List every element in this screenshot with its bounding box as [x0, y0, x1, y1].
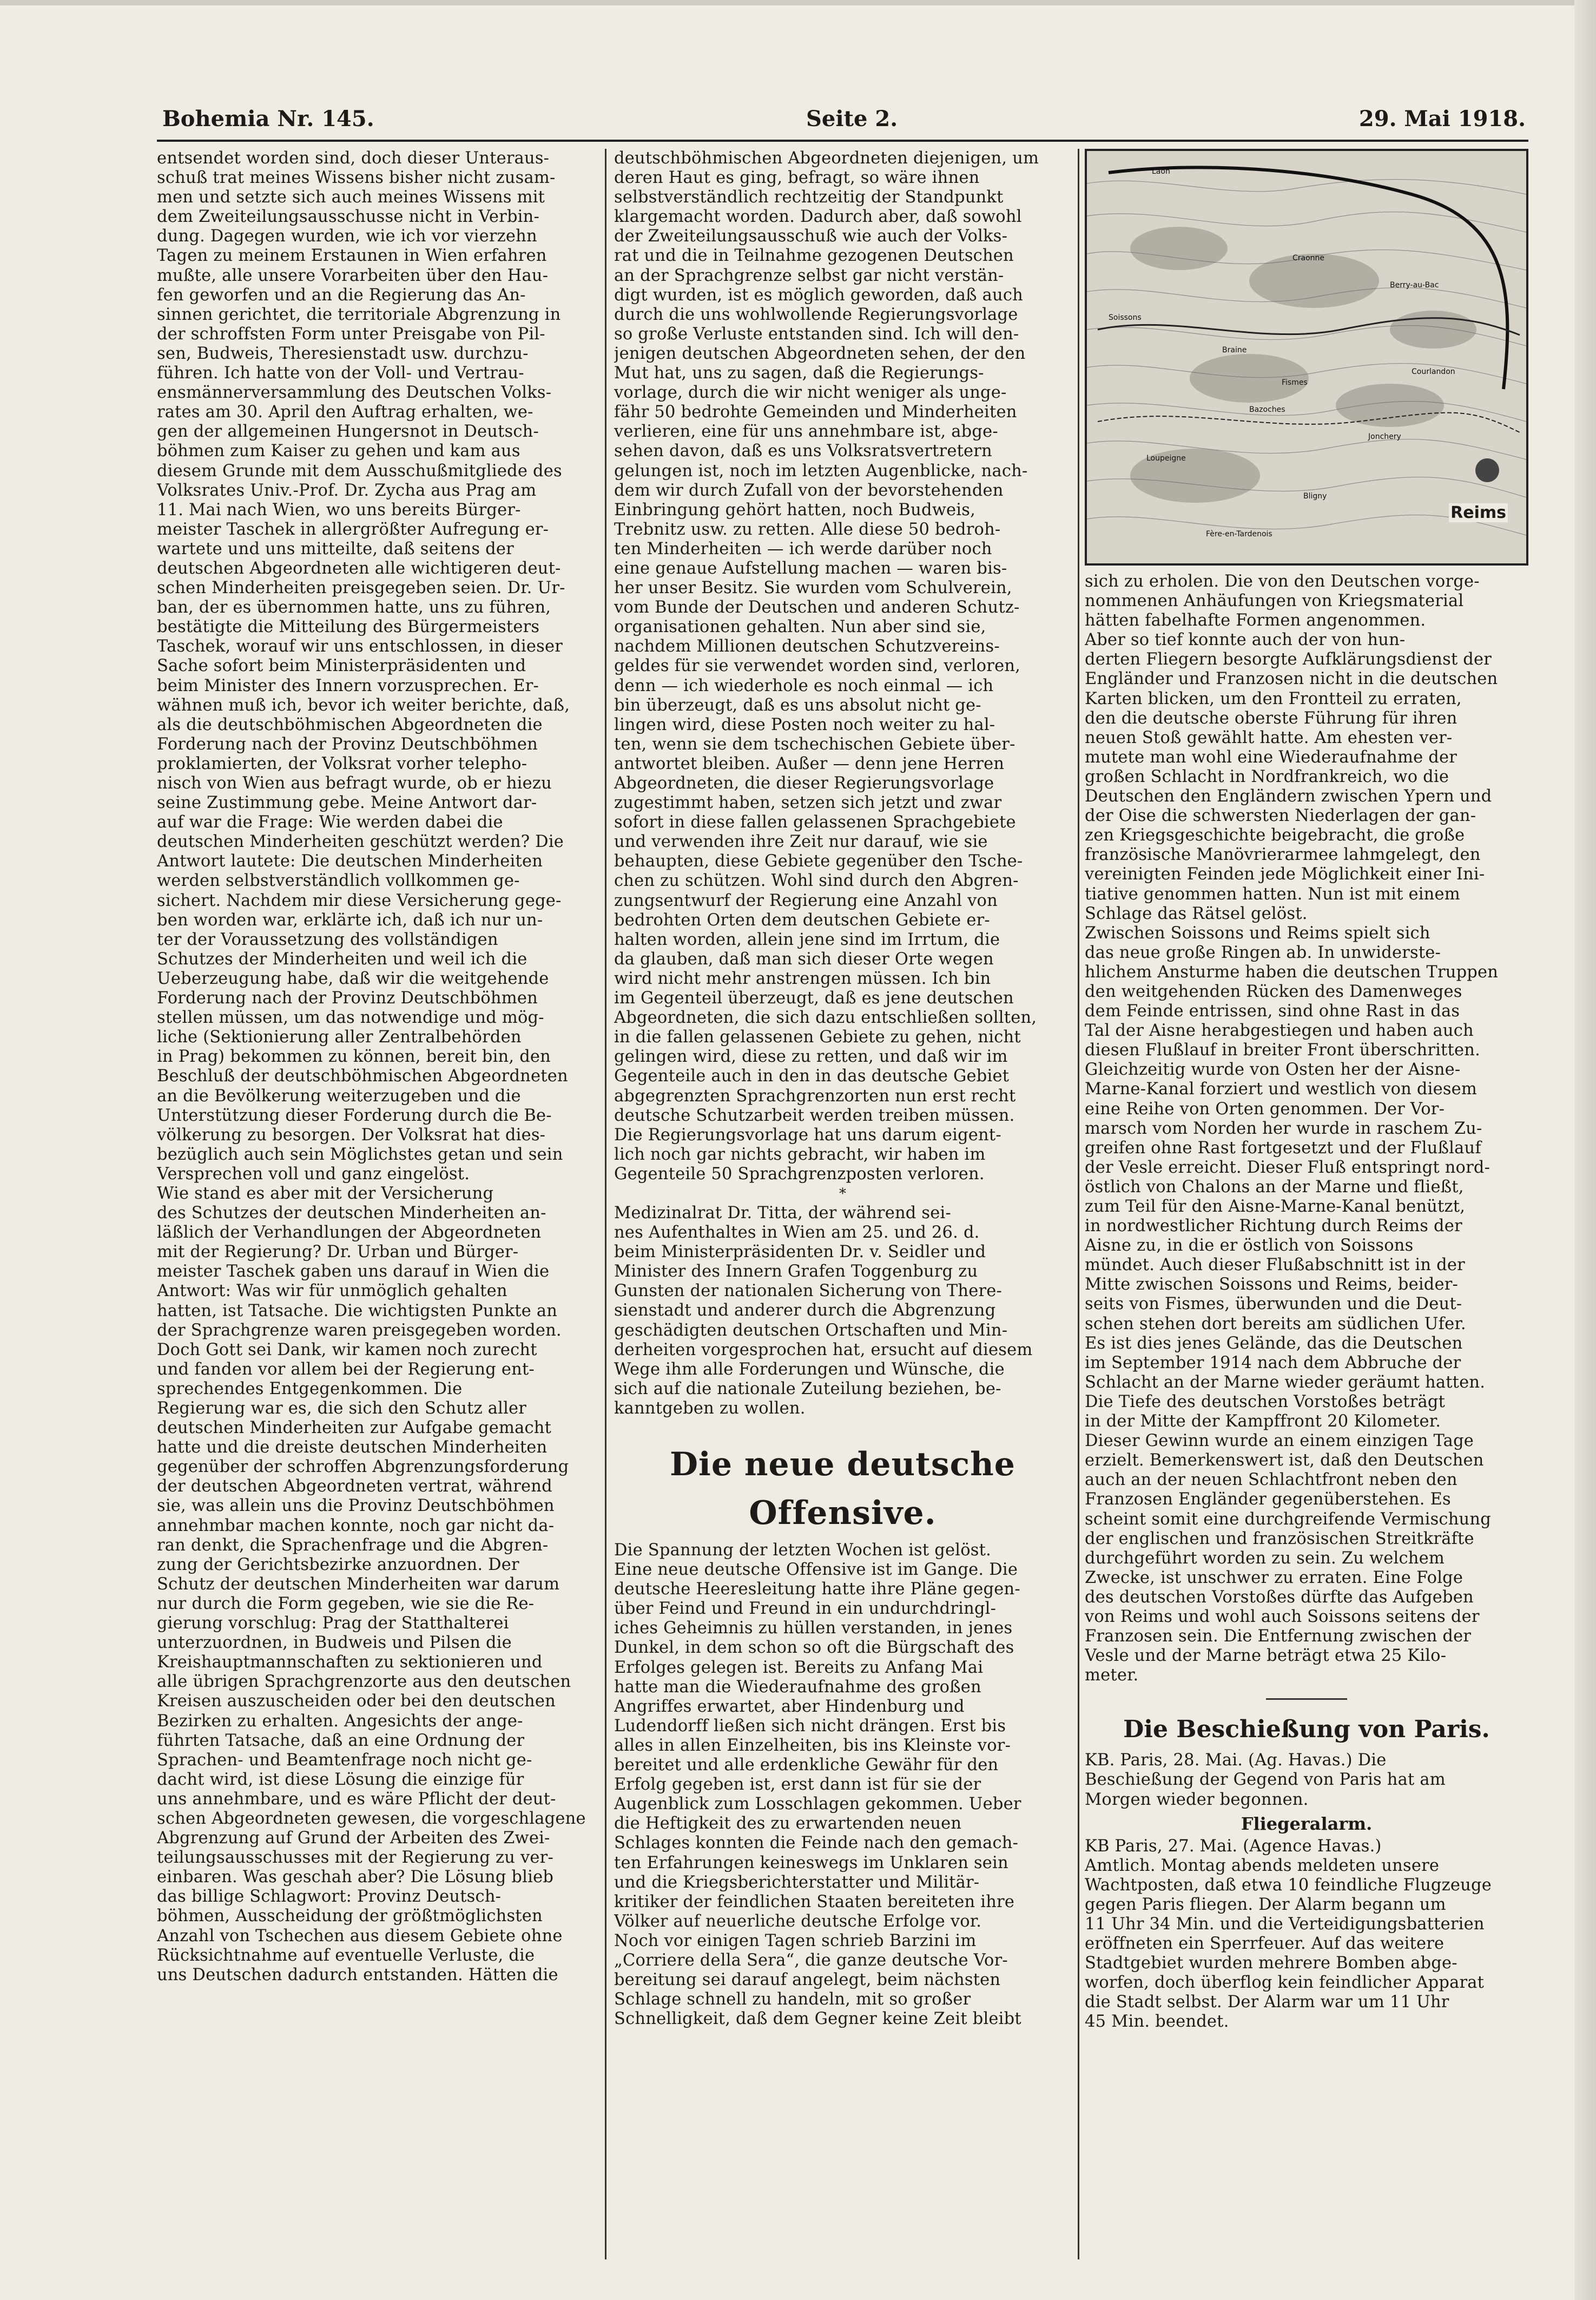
front-map [1085, 149, 1528, 566]
map-place: Fère-en-Tardenois [1206, 530, 1272, 538]
map-place: Craonne [1292, 254, 1325, 262]
article-paris: KB. Paris, 28. Mai. (Ag. Havas.) Die Beschießung der Gegend von Paris hat am Morgen wieder begonnen. [1085, 1751, 1446, 1809]
headline-paris: Die Beschießung von Paris. [1123, 1716, 1490, 1744]
column-rule-1 [605, 149, 606, 2259]
issue-date: 29. Mai 1918. [1358, 106, 1526, 132]
headline-fliegeralarm: Fliegeralarm. [1241, 1813, 1373, 1834]
map-place: Loupeigne [1146, 454, 1186, 463]
map-place: Berry-au-Bac [1390, 281, 1439, 290]
map-place: Laon [1152, 167, 1170, 176]
page-edge-right [1574, 0, 1596, 2300]
map-place: Soissons [1109, 313, 1142, 322]
notice-titta: Medizinalrat Dr. Titta, der während sei- nes Aufenthaltes in Wien am 25. und 26. d. beim Ministerpräsidenten Dr. v. Seidler und Minister des Innern Grafen Toggenburg zu Gunsten der nationalen Sicherung von There- sienstadt und anderer durch die Abgrenzung geschädigten deutschen Ortschaften und Min- derheiten vorgesprochen hat, ersucht auf diesem Wege ihm alle Forderungen und Wünsche, die sich auf die nationale Zuteilung beziehen, be- kanntgeben zu wollen. [614, 1203, 1033, 1418]
column-rule-2 [1078, 149, 1079, 2259]
column-1 [157, 149, 598, 2259]
newspaper-issue: Bohemia Nr. 145. [162, 106, 374, 132]
column-2 [614, 149, 1071, 2259]
map-place: Bligny [1303, 492, 1327, 501]
section-divider-star: * [839, 1185, 846, 1202]
article-offensive-continued: sich zu erholen. Die von den Deutschen vorge- nommenen Anhäufungen von Kriegsmaterial hätten fabelhafte Formen angenommen. Aber so tief konnte auch der von hun- derten Fliegern besorgte Aufklärungsdienst der Engländer und Franzosen nicht in die deutschen Karten blicken, um den Frontteil zu erraten, den die deutsche oberste Führung für ihren neuen Stoß gewählt hatte. Am ehesten ver- mutete man wohl eine Wiederaufnahme der großen Schlacht in Nordfrankreich, wo die Deutschen den Engländern zwischen Ypern und der Oise die schwersten Niederlagen der gan- zen Kriegsgeschichte beigebracht, die große französische Manövrierarmee lahmgelegt, den vereinigten Feinden jede Möglichkeit einer Ini- tiative genommen hatten. Nun ist mit einem Schlage das Rätsel gelöst. Zwischen Soissons und Reims spielt sich das neue große Ringen ab. In unwiderste- hlichem Ansturme haben die deutschen Truppen den weitgehenden Rücken des Damenweges dem Feinde entrissen, sind ohne Rast in das Tal der Aisne herabgestiegen und haben auch diesen Flußlauf in breiter Front überschritten. Gleichzeitig wurde von Osten her der Aisne- Marne-Kanal forziert und westlich von diesem eine Reihe von Orten genommen. Der Vor- marsch vom Norden her wurde in raschem Zu- greifen ohne Rast fortgesetzt und der Flußlauf der Vesle erreicht. Dieser Fluß entspringt nord- östlich von Chalons an der Marne und fließt, zum Teil für den Aisne-Marne-Kanal benützt, in nordwestlicher Richtung durch Reims der Aisne zu, in die er östlich von Soissons mündet. Auch dieser Flußabschnitt ist in der Mitte zwischen Soissons und Reims, beider- seits von Fismes, überwunden und die Deut- schen stehen dort bereits am südlichen Ufer. Es ist dies jenes Gelände, das die Deutschen im September 1914 nach dem Abbruche der Schlacht an der Marne wieder geräumt hatten. Die Tiefe des deutschen Vorstoßes beträgt in der Mitte der Kampffront 20 Kilometer. Dieser Gewinn wurde an einem einzigen Tage erzielt. Bemerkenswert ist, daß den Deutschen auch an der neuen Schlachtfront neben den Franzosen Engländer gegenüberstehen. Es scheint somit eine durchgreifende Vermischung der englischen und französischen Streitkräfte durchgeführt worden zu sein. Zu welchem Zwecke, ist unschwer zu erraten. Eine Folge des deutschen Vorstoßes dürfte das Aufgeben von Reims und wohl auch Soissons seitens der Franzosen sein. Die Entfernung zwischen der Vesle und der Marne beträgt etwa 25 Kilo- meter. [1085, 572, 1499, 1685]
header-rule [157, 140, 1528, 142]
map-place: Jonchery [1368, 432, 1401, 441]
article-fliegeralarm: KB Paris, 27. Mai. (Agence Havas.) Amtlich. Montag abends meldeten unsere Wachtposten, daß etwa 10 feindliche Flugzeuge gegen Paris fliegen. Der Alarm begann um 11 Uhr 34 Min. und die Verteidigungsbatterien eröffneten ein Sperrfeuer. Auf das weitere Stadtgebiet wurden mehrere Bomben abge- worfen, doch überflog kein feindlicher Apparat die Stadt selbst. Der Alarm war um 11 Uhr 45 Min. beendet. [1085, 1836, 1492, 2032]
column-3 [1085, 149, 1528, 2259]
article-continuation: entsendet worden sind, doch dieser Unteraus- schuß trat meines Wissens bisher nicht zusam- men und setzte sich auch meines Wissens mit dem Zweiteilungsausschusse nicht in Verbin- dung. Dagegen wurden, wie ich vor vierzehn Tagen zu meinem Erstaunen in Wien erfahren mußte, alle unsere Vorarbeiten über den Hau- fen geworfen und an die Regierung das An- sinnen gerichtet, die territoriale Abgrenzung in der schroffsten Form unter Preisgabe von Pil- sen, Budweis, Theresienstadt usw. durchzu- führen. Ich hatte von der Voll- und Vertrau- ensmännerversammlung des Deutschen Volks- rates am 30. April den Auftrag erhalten, we- gen der allgemeinen Hungersnot in Deutsch- böhmen zum Kaiser zu gehen und kam aus diesem Grunde mit dem Ausschußmitgliede des Volksrates Univ.-Prof. Dr. Zycha aus Prag am 11. Mai nach Wien, wo uns bereits Bürger- meister Taschek in allergrößter Aufregung er- wartete und uns mitteilte, daß seitens der deutschen Abgeordneten alle wichtigeren deut- schen Minderheiten preisgegeben seien. Dr. Ur- ban, der es übernommen hatte, uns zu führen, bestätigte die Mitteilung des Bürgermeisters Taschek, worauf wir uns entschlossen, in dieser Sache sofort beim Ministerpräsidenten und beim Minister des Innern vorzusprechen. Er- wähnen muß ich, bevor ich weiter berichte, daß, als die deutschböhmischen Abgeordneten die Forderung nach der Provinz Deutschböhmen proklamierten, der Volksrat vorher telepho- nisch von Wien aus befragt wurde, ob er hiezu seine Zustimmung gebe. Meine Antwort dar- auf war die Frage: Wie werden dabei die deutschen Minderheiten geschützt werden? Die Antwort lautete: Die deutschen Minderheiten werden selbstverständlich vollkommen ge- sichert. Nachdem mir diese Versicherung gege- ben worden war, erklärte ich, daß ich nur un- ter der Voraussetzung des vollständigen Schutzes der Minderheiten und weil ich die Ueberzeugung habe, daß wir die weitgehende Forderung nach der Provinz Deutschböhmen stellen müssen, um das notwendige und mög- liche (Sektionierung aller Zentralbehörden in Prag) bekommen zu können, bereit bin, den Beschluß der deutschböhmischen Abgeordneten an die Bevölkerung weiterzugeben und die Unterstützung dieser Forderung durch die Be- völkerung zu besorgen. Der Volksrat hat dies- bezüglich auch sein Möglichstes getan und sein Versprechen voll und ganz eingelöst. Wie stand es aber mit der Versicherung des Schutzes der deutschen Minderheiten an- läßlich der Verhandlungen der Abgeordneten mit der Regierung? Dr. Urban und Bürger- meister Taschek gaben uns darauf in Wien die Antwort: Was wir für unmöglich gehalten hatten, ist Tatsache. Die wichtigsten Punkte an der Sprachgrenze waren preisgegeben worden. Doch Gott sei Dank, wir kamen noch zurecht und fanden vor allem bei der Regierung ent- sprechendes Entgegenkommen. Die Regierung war es, die sich den Schutz aller deutschen Minderheiten zur Aufgabe gemacht hatte und die dreiste deutschen Minderheiten gegenüber der schroffen Abgrenzungsforderung der deutschen Abgeordneten vertrat, während sie, was allein uns die Provinz Deutschböhmen annehmbar machen konnte, noch gar nicht da- ran denkt, die Sprachenfrage und die Abgren- zung der Gerichtsbezirke anzuordnen. Der Schutz der deutschen Minderheiten war darum nur durch die Form gegeben, wie sie die Re- gierung vorschlug: Prag der Statthalterei unterzuordnen, in Budweis und Pilsen die Kreishauptmannschaften zu sektionieren und alle übrigen Sprachgrenzorte aus den deutschen Kreisen auszuscheiden oder bei den deutschen Bezirken zu erhalten. Angesichts der ange- führten Tatsache, daß an eine Ordnung der Sprachen- und Beamtenfrage noch nicht ge- dacht wird, ist diese Lösung die einzige für uns annehmbare, und es wäre Pflicht der deut- schen Abgeordneten gewesen, die vorgeschlagene Abgrenzung auf Grund der Arbeiten des Zwei- teilungsausschusses mit der Regierung zu ver- einbaren. Was geschah aber? Die Lösung blieb das billige Schlagwort: Provinz Deutsch- böhmen, Ausscheidung der größtmöglichsten Anzahl von Tschechen aus diesem Gebiete ohne Rücksichtnahme auf eventuelle Verluste, die uns Deutschen dadurch entstanden. Hätten die [157, 149, 586, 1984]
map-place: Courlandon [1412, 367, 1455, 376]
map-place: Fismes [1282, 378, 1308, 387]
headline-offensive: Die neue deutsche Offensive. [670, 1445, 1015, 1532]
map-city-label: Reims [1449, 503, 1508, 522]
map-place: Bazoches [1249, 405, 1285, 414]
article-offensive: Die Spannung der letzten Wochen ist gelöst. Eine neue deutsche Offensive ist im Gange. Die deutsche Heeresleitung hatte ihre Pläne gegen- über Feind und Freund in ein undurchdringl- iches Geheimnis zu hüllen verstanden, in jenes Dunkel, in dem schon so oft die Bürgschaft des Erfolges gelegen ist. Bereits zu Anfang Mai hatte man die Wiederaufnahme des großen Angriffes erwartet, aber Hindenburg und Ludendorff ließen sich nicht drängen. Erst bis alles in allen Einzelheiten, bis ins Kleinste vor- bereitet und alle erdenkliche Gewähr für den Erfolg gegeben ist, erst dann ist für sie der Augenblick zum Losschlagen gekommen. Ueber die Heftigkeit des zu erwartenden neuen Schlages konnten die Feinde nach den gemach- ten Erfahrungen keineswegs im Unklaren sein und die Kriegsberichterstatter und Militär- kritiker der feindlichen Staaten bereiteten ihre Völker auf neuerliche deutsche Erfolge vor. Noch vor einigen Tagen schrieb Barzini im „Corriere della Sera“, die ganze deutsche Vor- bereitung sei darauf angelegt, beim nächsten Schlage schnell zu handeln, mit so großer Schnelligkeit, daß dem Gegner keine Zeit bleibt [614, 1541, 1021, 2029]
page-edge [0, 0, 1596, 5]
article-continuation-2: deutschböhmischen Abgeordneten diejenigen, um deren Haut es ging, befragt, so wäre ihnen selbstverständlich rechtzeitig der Standpunkt klargemacht worden. Dadurch aber, daß sowohl der Zweiteilungsausschuß wie auch der Volks- rat und die in Teilnahme gezogenen Deutschen an der Sprachgrenze selbst gar nicht verstän- digt wurden, ist es möglich geworden, daß auch durch die uns wohlwollende Regierungsvorlage so große Verluste entstanden sind. Ich will den- jenigen deutschen Abgeordneten sehen, der den Mut hat, uns zu sagen, daß die Regierungs- vorlage, durch die wir nicht weniger als unge- fähr 50 bedrohte Gemeinden und Minderheiten verlieren, eine für uns annehmbare ist, abge- sehen davon, daß es uns Volksratsvertretern gelungen ist, noch im letzten Augenblicke, nach- dem wir durch Zufall von der bevorstehenden Einbringung gehört hatten, noch Budweis, Trebnitz usw. zu retten. Alle diese 50 bedroh- ten Minderheiten — ich werde darüber noch eine genaue Aufstellung machen — waren bis- her unser Besitz. Sie wurden vom Schulverein, vom Bunde der Deutschen und anderen Schutz- organisationen gehalten. Nun aber sind sie, nachdem Millionen deutschen Schutzvereins- geldes für sie verwendet worden sind, verloren, denn — ich wiederhole es noch einmal — ich bin überzeugt, daß es uns absolut nicht ge- lingen wird, diese Posten noch weiter zu hal- ten, wenn sie dem tschechischen Gebiete über- antwortet bleiben. Außer — denn jene Herren Abgeordneten, die dieser Regierungsvorlage zugestimmt haben, setzen sich jetzt und zwar sofort in diese fallen gelassenen Sprachgebiete und verwenden ihre Zeit nur darauf, wie sie behaupten, diese Gebiete gegenüber den Tsche- chen zu schützen. Wohl sind durch den Abgren- zungsentwurf der Regierung eine Anzahl von bedrohten Orten dem deutschen Gebiete er- halten worden, allein jene sind im Irrtum, die da glauben, daß man sich dieser Orte wegen wird nicht mehr anstrengen müssen. Ich bin im Gegenteil überzeugt, daß es jene deutschen Abgeordneten, die sich dazu entschließen sollten, in die fallen gelassenen Gebiete zu gehen, nicht gelingen wird, diese zu retten, und daß wir im Gegenteile auch in den in das deutsche Gebiet abgegrenzten Sprachgrenzorten nun erst recht deutsche Schutzarbeit werden treiben müssen. Die Regierungsvorlage hat uns darum eigent- lich noch gar nichts gebracht, wir haben im Gegenteile 50 Sprachgrenzposten verloren. [614, 149, 1039, 1184]
page-header [162, 106, 1526, 139]
map-drawing [1087, 151, 1526, 563]
map-place: Braine [1222, 346, 1247, 354]
page-number: Seite 2. [806, 106, 898, 132]
section-rule [1266, 1698, 1347, 1700]
